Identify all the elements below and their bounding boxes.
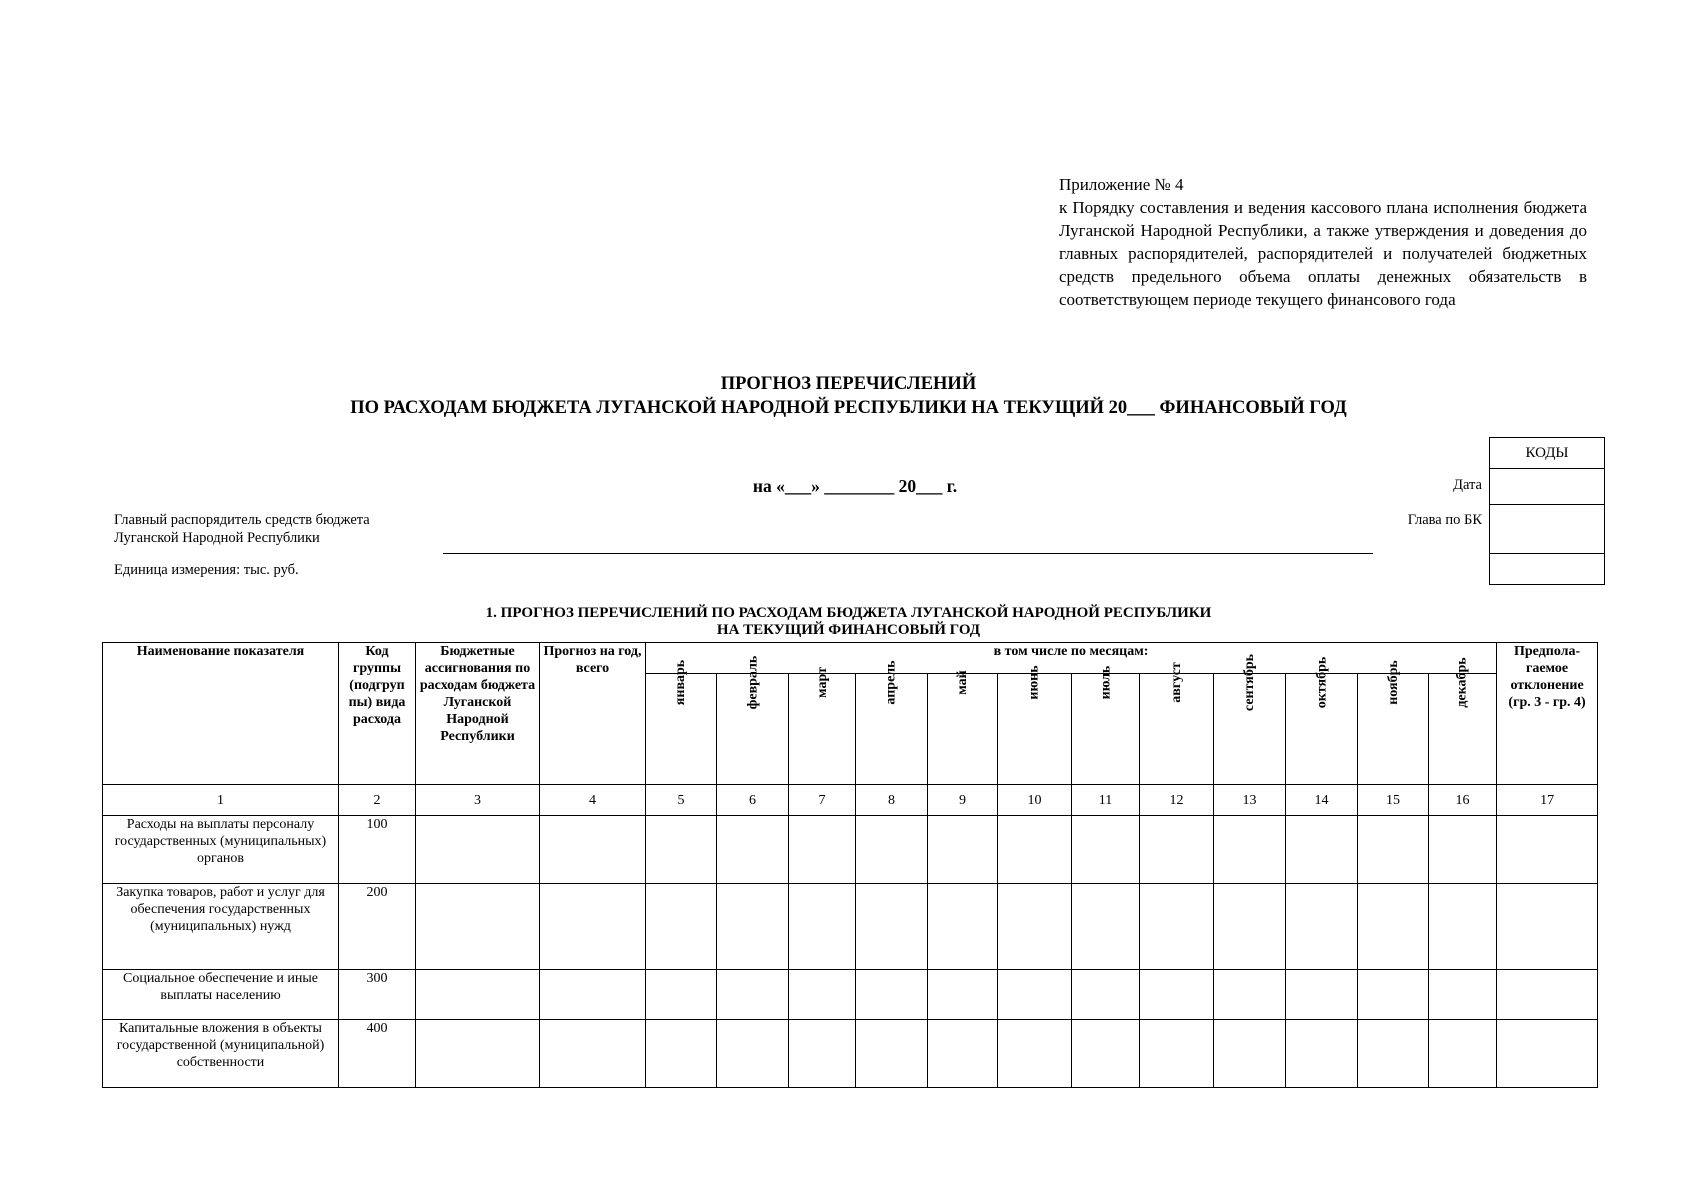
value-cell[interactable]	[1429, 1020, 1497, 1088]
codes-date-cell[interactable]	[1490, 469, 1605, 505]
value-cell[interactable]	[1358, 1020, 1429, 1088]
value-cell[interactable]	[1429, 884, 1497, 970]
month-label: сентябрь	[1242, 653, 1257, 712]
value-cell[interactable]	[540, 816, 646, 884]
codes-box	[1489, 437, 1605, 585]
col-header-month	[998, 665, 1072, 785]
month-label: декабрь	[1455, 657, 1471, 708]
row-name: Социальное обеспечение и иные выплаты населению	[103, 970, 339, 1020]
value-cell[interactable]	[646, 1020, 717, 1088]
value-cell[interactable]	[928, 970, 998, 1020]
col-header-deviation: Предпола-гаемое отклонение (гр. 3 - гр. 4)	[1497, 643, 1598, 785]
value-cell[interactable]	[998, 816, 1072, 884]
col-header-month	[717, 655, 789, 785]
value-cell[interactable]	[646, 884, 717, 970]
value-cell[interactable]	[998, 970, 1072, 1020]
value-cell[interactable]	[717, 816, 789, 884]
month-label: июнь	[1026, 665, 1042, 700]
codes-date-label: Дата	[1453, 477, 1482, 493]
value-cell[interactable]	[928, 816, 998, 884]
value-cell[interactable]	[1214, 1020, 1286, 1088]
value-cell[interactable]	[1214, 970, 1286, 1020]
value-cell[interactable]	[1358, 884, 1429, 970]
forecast-table	[102, 642, 1598, 1088]
value-cell[interactable]	[856, 970, 928, 1020]
value-cell[interactable]	[789, 884, 856, 970]
column-number: 5	[646, 785, 717, 816]
column-number: 16	[1429, 785, 1497, 816]
value-cell[interactable]	[1140, 970, 1214, 1020]
value-cell[interactable]	[1072, 816, 1140, 884]
row-name: Расходы на выплаты персоналу государственных (муниципальных) органов	[103, 816, 339, 884]
column-numbers-row	[103, 785, 1598, 816]
value-cell[interactable]	[1072, 884, 1140, 970]
value-cell[interactable]	[540, 1020, 646, 1088]
row-name: Капитальные вложения в объекты государственной (муниципальной) собственности	[103, 1020, 339, 1088]
value-cell[interactable]	[540, 970, 646, 1020]
codes-bk-cell[interactable]	[1490, 505, 1605, 554]
month-label: август	[1168, 662, 1184, 703]
month-label: май	[954, 670, 970, 695]
month-label: ноябрь	[1385, 660, 1401, 705]
value-cell[interactable]	[416, 1020, 540, 1088]
value-cell[interactable]	[1214, 884, 1286, 970]
col-header-month	[1140, 662, 1214, 785]
row-name: Закупка товаров, работ и услуг для обеспечения государственных (муниципальных) нужд	[103, 884, 339, 970]
value-cell[interactable]	[1497, 970, 1598, 1020]
value-cell[interactable]	[1140, 816, 1214, 884]
codes-extra-cell[interactable]	[1490, 554, 1605, 585]
col-header-month	[646, 659, 717, 785]
value-cell[interactable]	[998, 884, 1072, 970]
column-number: 8	[856, 785, 928, 816]
col-header-month	[1286, 656, 1358, 785]
unit-label: Единица измерения: тыс. руб.	[114, 562, 299, 578]
col-header-month	[928, 670, 998, 785]
codes-bk-label: Глава по БК	[1407, 512, 1482, 528]
col-header-month	[1214, 653, 1286, 785]
codes-title: КОДЫ	[1490, 438, 1605, 469]
column-number: 12	[1140, 785, 1214, 816]
column-number: 7	[789, 785, 856, 816]
value-cell[interactable]	[1497, 816, 1598, 884]
row-code: 300	[339, 970, 416, 1020]
value-cell[interactable]	[1358, 970, 1429, 1020]
value-cell[interactable]	[1497, 884, 1598, 970]
row-code: 100	[339, 816, 416, 884]
value-cell[interactable]	[416, 816, 540, 884]
value-cell[interactable]	[789, 970, 856, 1020]
col-header-months-group: в том числе по месяцам:	[646, 643, 1497, 674]
value-cell[interactable]	[856, 816, 928, 884]
value-cell[interactable]	[1214, 816, 1286, 884]
org-label-line2: Луганской Народной Республики	[114, 530, 320, 546]
column-number: 2	[339, 785, 416, 816]
table-row	[103, 816, 1598, 884]
value-cell[interactable]	[1072, 1020, 1140, 1088]
column-number: 13	[1214, 785, 1286, 816]
value-cell[interactable]	[1286, 970, 1358, 1020]
column-number: 9	[928, 785, 998, 816]
value-cell[interactable]	[1286, 816, 1358, 884]
col-header-forecast: Прогноз на год, всего	[540, 643, 646, 785]
section-heading: 1. ПРОГНОЗ ПЕРЕЧИСЛЕНИЙ ПО РАСХОДАМ БЮДЖЕТА ЛУГАНСКОЙ НАРОДНОЙ РЕСПУБЛИКИ	[485, 605, 1212, 621]
value-cell[interactable]	[717, 1020, 789, 1088]
value-cell[interactable]	[1140, 1020, 1214, 1088]
month-label: март	[814, 667, 830, 698]
row-code: 400	[339, 1020, 416, 1088]
appendix-block	[1059, 173, 1587, 311]
col-header-month	[1072, 665, 1140, 785]
column-number: 11	[1072, 785, 1140, 816]
col-header-name: Наименование показателя	[103, 643, 339, 785]
column-number: 15	[1358, 785, 1429, 816]
value-cell[interactable]	[540, 884, 646, 970]
appendix-text: к Порядку составления и ведения кассового плана исполнения бюджета Луганской Народной Республики, а также утверждения и доведения до главных распорядителей, распорядителей и получателей бюджетных средств предельного объема оплаты денежных обязательств в соответствующем периоде текущего финансового года	[1059, 198, 1587, 309]
document-subtitle: ПО РАСХОДАМ БЮДЖЕТА ЛУГАНСКОЙ НАРОДНОЙ РЕСПУБЛИКИ НА ТЕКУЩИЙ 20___ ФИНАНСОВЫЙ ГОД	[350, 398, 1347, 418]
section-heading-line2: НА ТЕКУЩИЙ ФИНАНСОВЫЙ ГОД	[716, 622, 981, 638]
column-number: 6	[717, 785, 789, 816]
org-label-line1: Главный распорядитель средств бюджета	[114, 512, 370, 528]
value-cell[interactable]	[1429, 970, 1497, 1020]
month-label: январь	[673, 659, 689, 706]
value-cell[interactable]	[928, 884, 998, 970]
value-cell[interactable]	[1286, 884, 1358, 970]
value-cell[interactable]	[1358, 816, 1429, 884]
column-number: 3	[416, 785, 540, 816]
row-code: 200	[339, 884, 416, 970]
column-number: 4	[540, 785, 646, 816]
value-cell[interactable]	[928, 1020, 998, 1088]
value-cell[interactable]	[1429, 816, 1497, 884]
column-number: 1	[103, 785, 339, 816]
value-cell[interactable]	[856, 884, 928, 970]
col-header-month	[1429, 657, 1497, 785]
document-title: ПРОГНОЗ ПЕРЕЧИСЛЕНИЙ	[720, 374, 977, 394]
col-header-month	[1358, 660, 1429, 785]
value-cell[interactable]	[998, 1020, 1072, 1088]
column-number: 14	[1286, 785, 1358, 816]
value-cell[interactable]	[717, 884, 789, 970]
value-cell[interactable]	[1072, 970, 1140, 1020]
value-cell[interactable]	[646, 816, 717, 884]
table-row	[103, 970, 1598, 1020]
value-cell[interactable]	[646, 970, 717, 1020]
month-label: октябрь	[1314, 656, 1329, 709]
table-row	[103, 884, 1598, 970]
col-header-month	[856, 660, 928, 785]
month-label: апрель	[883, 660, 899, 705]
table-body	[103, 785, 1598, 1088]
value-cell[interactable]	[1497, 1020, 1598, 1088]
appendix-number: Приложение № 4	[1059, 175, 1184, 194]
org-name-field[interactable]	[443, 553, 1373, 554]
month-label: февраль	[744, 655, 760, 710]
value-cell[interactable]	[416, 970, 540, 1020]
value-cell[interactable]	[1140, 884, 1214, 970]
col-header-month	[789, 667, 856, 785]
value-cell[interactable]	[789, 1020, 856, 1088]
col-header-code: Код группы (подгруп пы) вида расхода	[339, 643, 416, 785]
column-number: 17	[1497, 785, 1598, 816]
col-header-budget: Бюджетные ассигнования по расходам бюджета Луганской Народной Республики	[416, 643, 540, 785]
value-cell[interactable]	[856, 1020, 928, 1088]
value-cell[interactable]	[717, 970, 789, 1020]
value-cell[interactable]	[416, 884, 540, 970]
table-row	[103, 1020, 1598, 1088]
value-cell[interactable]	[789, 816, 856, 884]
date-line: на «___» ________ 20___ г.	[752, 476, 958, 496]
month-label: июль	[1098, 665, 1113, 700]
column-number: 10	[998, 785, 1072, 816]
value-cell[interactable]	[1286, 1020, 1358, 1088]
